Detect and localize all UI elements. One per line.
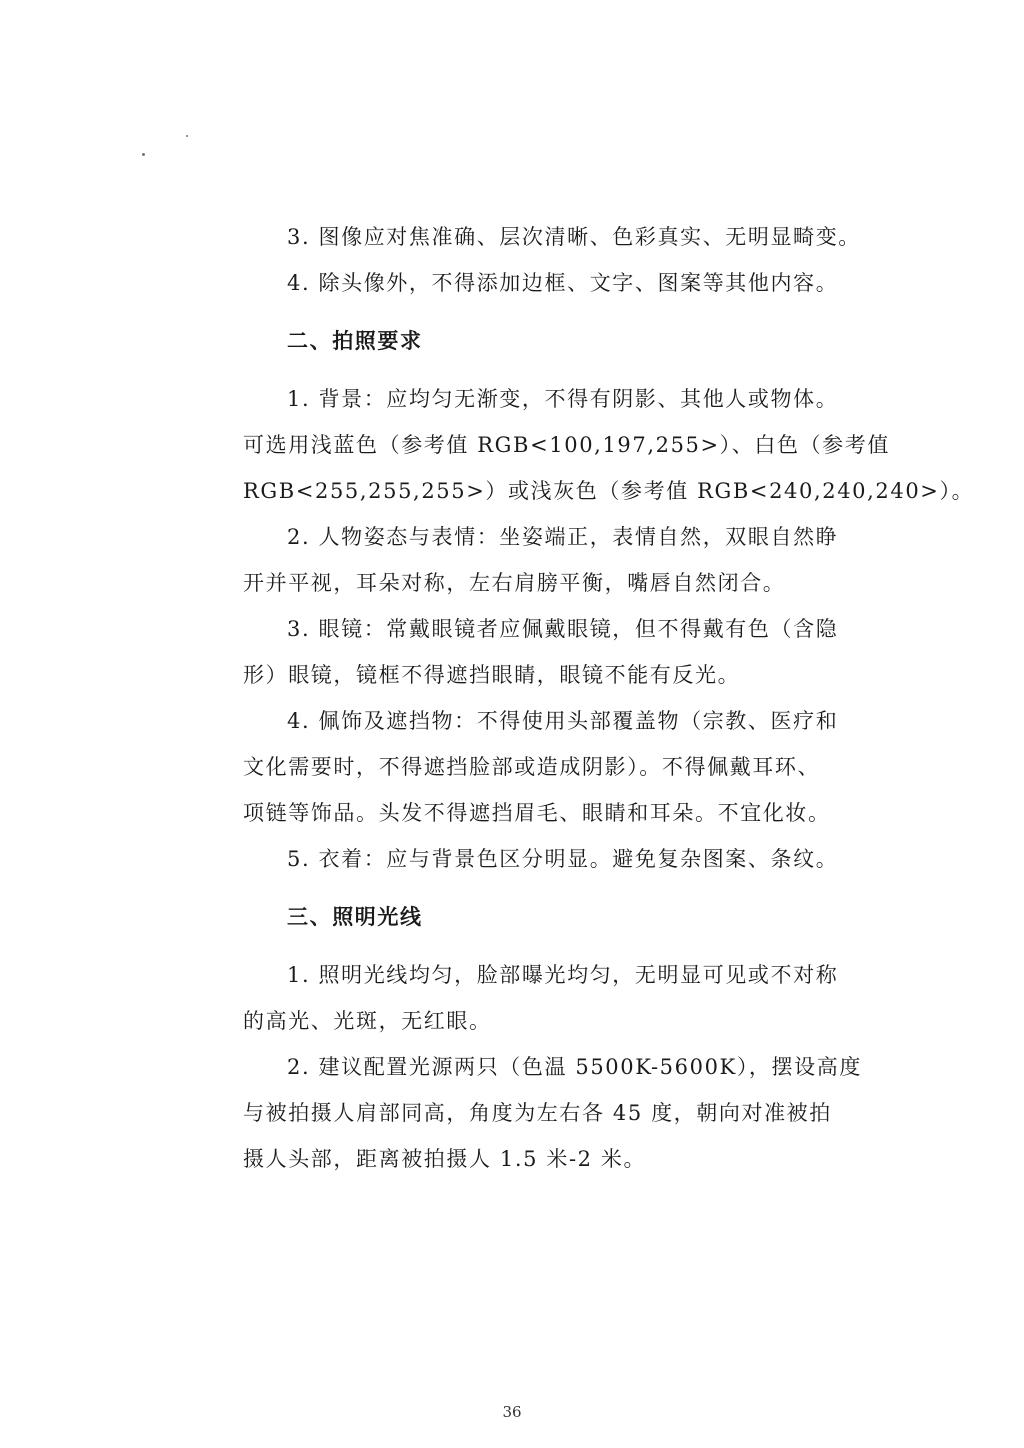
requirement-line: 4. 佩饰及遮挡物：不得使用头部覆盖物（宗教、医疗和 (287, 709, 839, 733)
requirement-line: 的高光、光斑，无红眼。 (243, 1009, 492, 1033)
scan-speck (186, 135, 188, 137)
requirement-line: 文化需要时，不得遮挡脸部或造成阴影）。不得佩戴耳环、 (243, 755, 821, 779)
section-heading-lighting: 三、照明光线 (287, 905, 423, 929)
requirement-line: 项链等饰品。头发不得遮挡眉毛、眼睛和耳朵。不宜化妆。 (243, 801, 831, 825)
requirement-line: 摄人头部，距离被拍摄人 1.5 米-2 米。 (243, 1147, 647, 1171)
requirement-line: 3. 眼镜：常戴眼镜者应佩戴眼镜，但不得戴有色（含隐 (287, 617, 839, 641)
requirement-line: 3. 图像应对焦准确、层次清晰、色彩真实、无明显畸变。 (287, 225, 861, 249)
scan-speck (142, 153, 145, 156)
section-heading-photo-requirements: 二、拍照要求 (287, 329, 423, 353)
requirement-line: 1. 背景：应均匀无渐变，不得有阴影、其他人或物体。 (287, 387, 839, 411)
requirement-line: RGB<255,255,255>）或浅灰色（参考值 RGB<240,240,240>）。 (243, 479, 975, 503)
requirement-line: 5. 衣着：应与背景色区分明显。避免复杂图案、条纹。 (287, 847, 839, 871)
page-number: 36 (502, 1403, 522, 1421)
requirement-line: 2. 建议配置光源两只（色温 5500K-5600K），摆设高度 (287, 1055, 862, 1079)
requirement-line: 可选用浅蓝色（参考值 RGB<100,197,255>）、白色（参考值 (243, 433, 890, 457)
requirement-line: 4. 除头像外，不得添加边框、文字、图案等其他内容。 (287, 271, 839, 295)
requirement-line: 开并平视，耳朵对称，左右肩膀平衡，嘴唇自然闭合。 (243, 571, 786, 595)
requirement-line: 1. 照明光线均匀，脸部曝光均匀，无明显可见或不对称 (287, 963, 839, 987)
requirement-line: 形）眼镜，镜框不得遮挡眼睛，眼镜不能有反光。 (243, 663, 741, 687)
requirement-line: 2. 人物姿态与表情：坐姿端正，表情自然，双眼自然睁 (287, 525, 839, 549)
requirement-line: 与被拍摄人肩部同高，角度为左右各 45 度，朝向对准被拍 (243, 1101, 832, 1125)
document-body (243, 214, 975, 1182)
